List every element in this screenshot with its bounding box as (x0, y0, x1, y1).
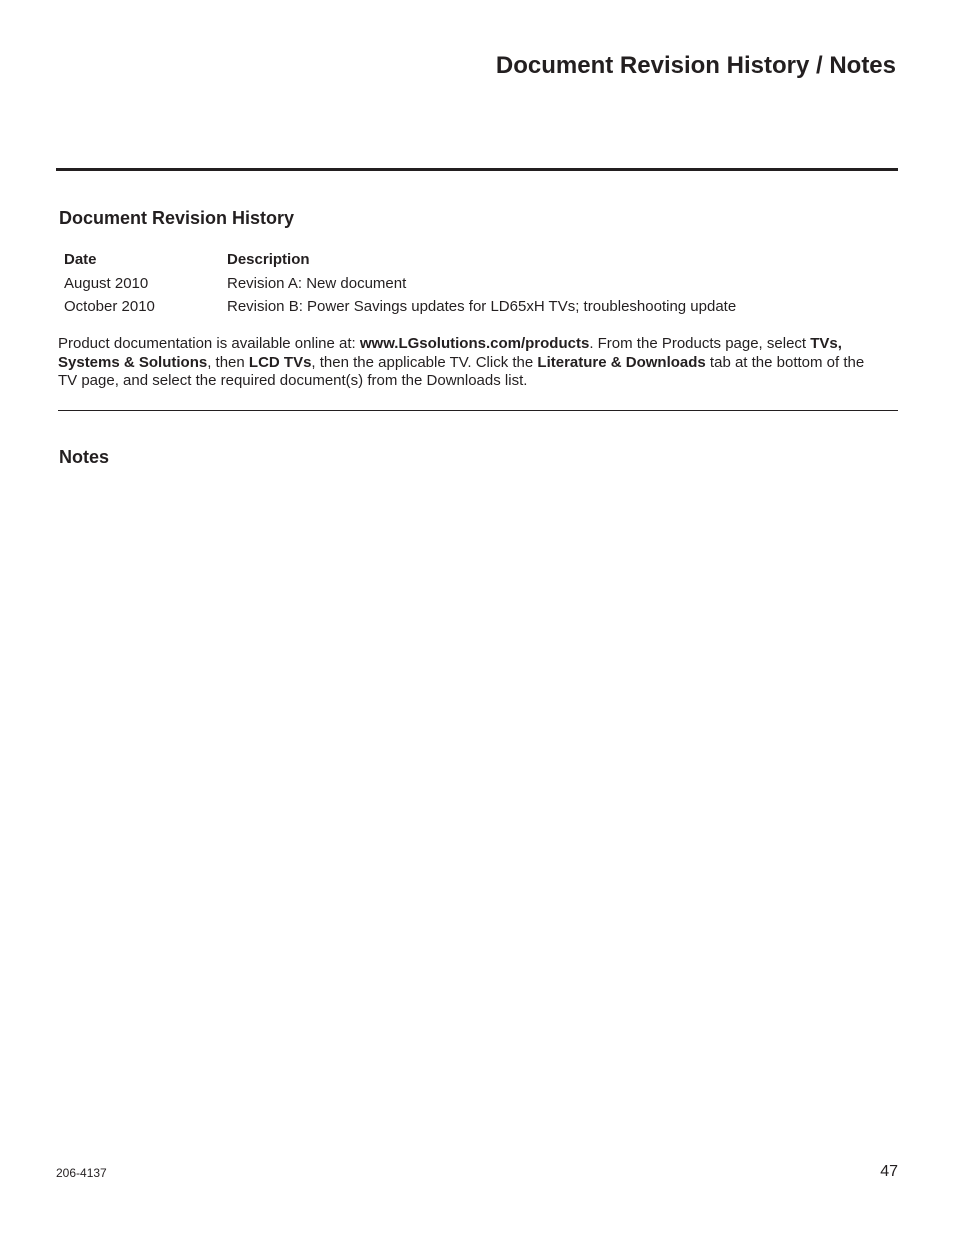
revision-table (64, 248, 736, 319)
menu-lcd-tvs: LCD TVs (248, 353, 312, 371)
revision-history-heading: Document Revision History (59, 208, 295, 228)
documentation-availability-paragraph (58, 335, 878, 391)
availability-text: Product documentation is available online at: (58, 335, 360, 352)
page-title: Document Revision History / Notes (495, 52, 896, 79)
document-number: 206-4137 (56, 1166, 107, 1180)
availability-text: . From the Products page, select (589, 335, 811, 352)
availability-text: , then the applicable TV. Click the (311, 353, 538, 371)
revision-table-header (64, 248, 736, 272)
availability-text: tab at the bottom of the TV page, and select the required document(s) from the Downloads list. (58, 353, 865, 389)
products-url-link[interactable]: www.LGsolutions.com/products (359, 335, 590, 352)
revision-date: October 2010 (64, 298, 155, 315)
availability-text: , then (207, 353, 249, 371)
header-divider (56, 168, 898, 171)
section-divider (58, 410, 898, 411)
table-row (64, 295, 736, 319)
literature-downloads-tab-name: Literature & Downloads (537, 353, 706, 371)
revision-date: August 2010 (64, 274, 149, 292)
notes-heading: Notes (59, 447, 110, 467)
description-column-header: Description (227, 251, 310, 268)
table-row (64, 272, 736, 296)
revision-description: Revision B: Power Savings updates for LD65xH TVs; troubleshooting update (227, 298, 737, 315)
date-column-header: Date (64, 251, 97, 268)
revision-description: Revision A: New document (227, 274, 407, 292)
page-number: 47 (880, 1163, 898, 1180)
menu-tvs-systems-solutions: TVs, Systems & Solutions (58, 335, 842, 371)
